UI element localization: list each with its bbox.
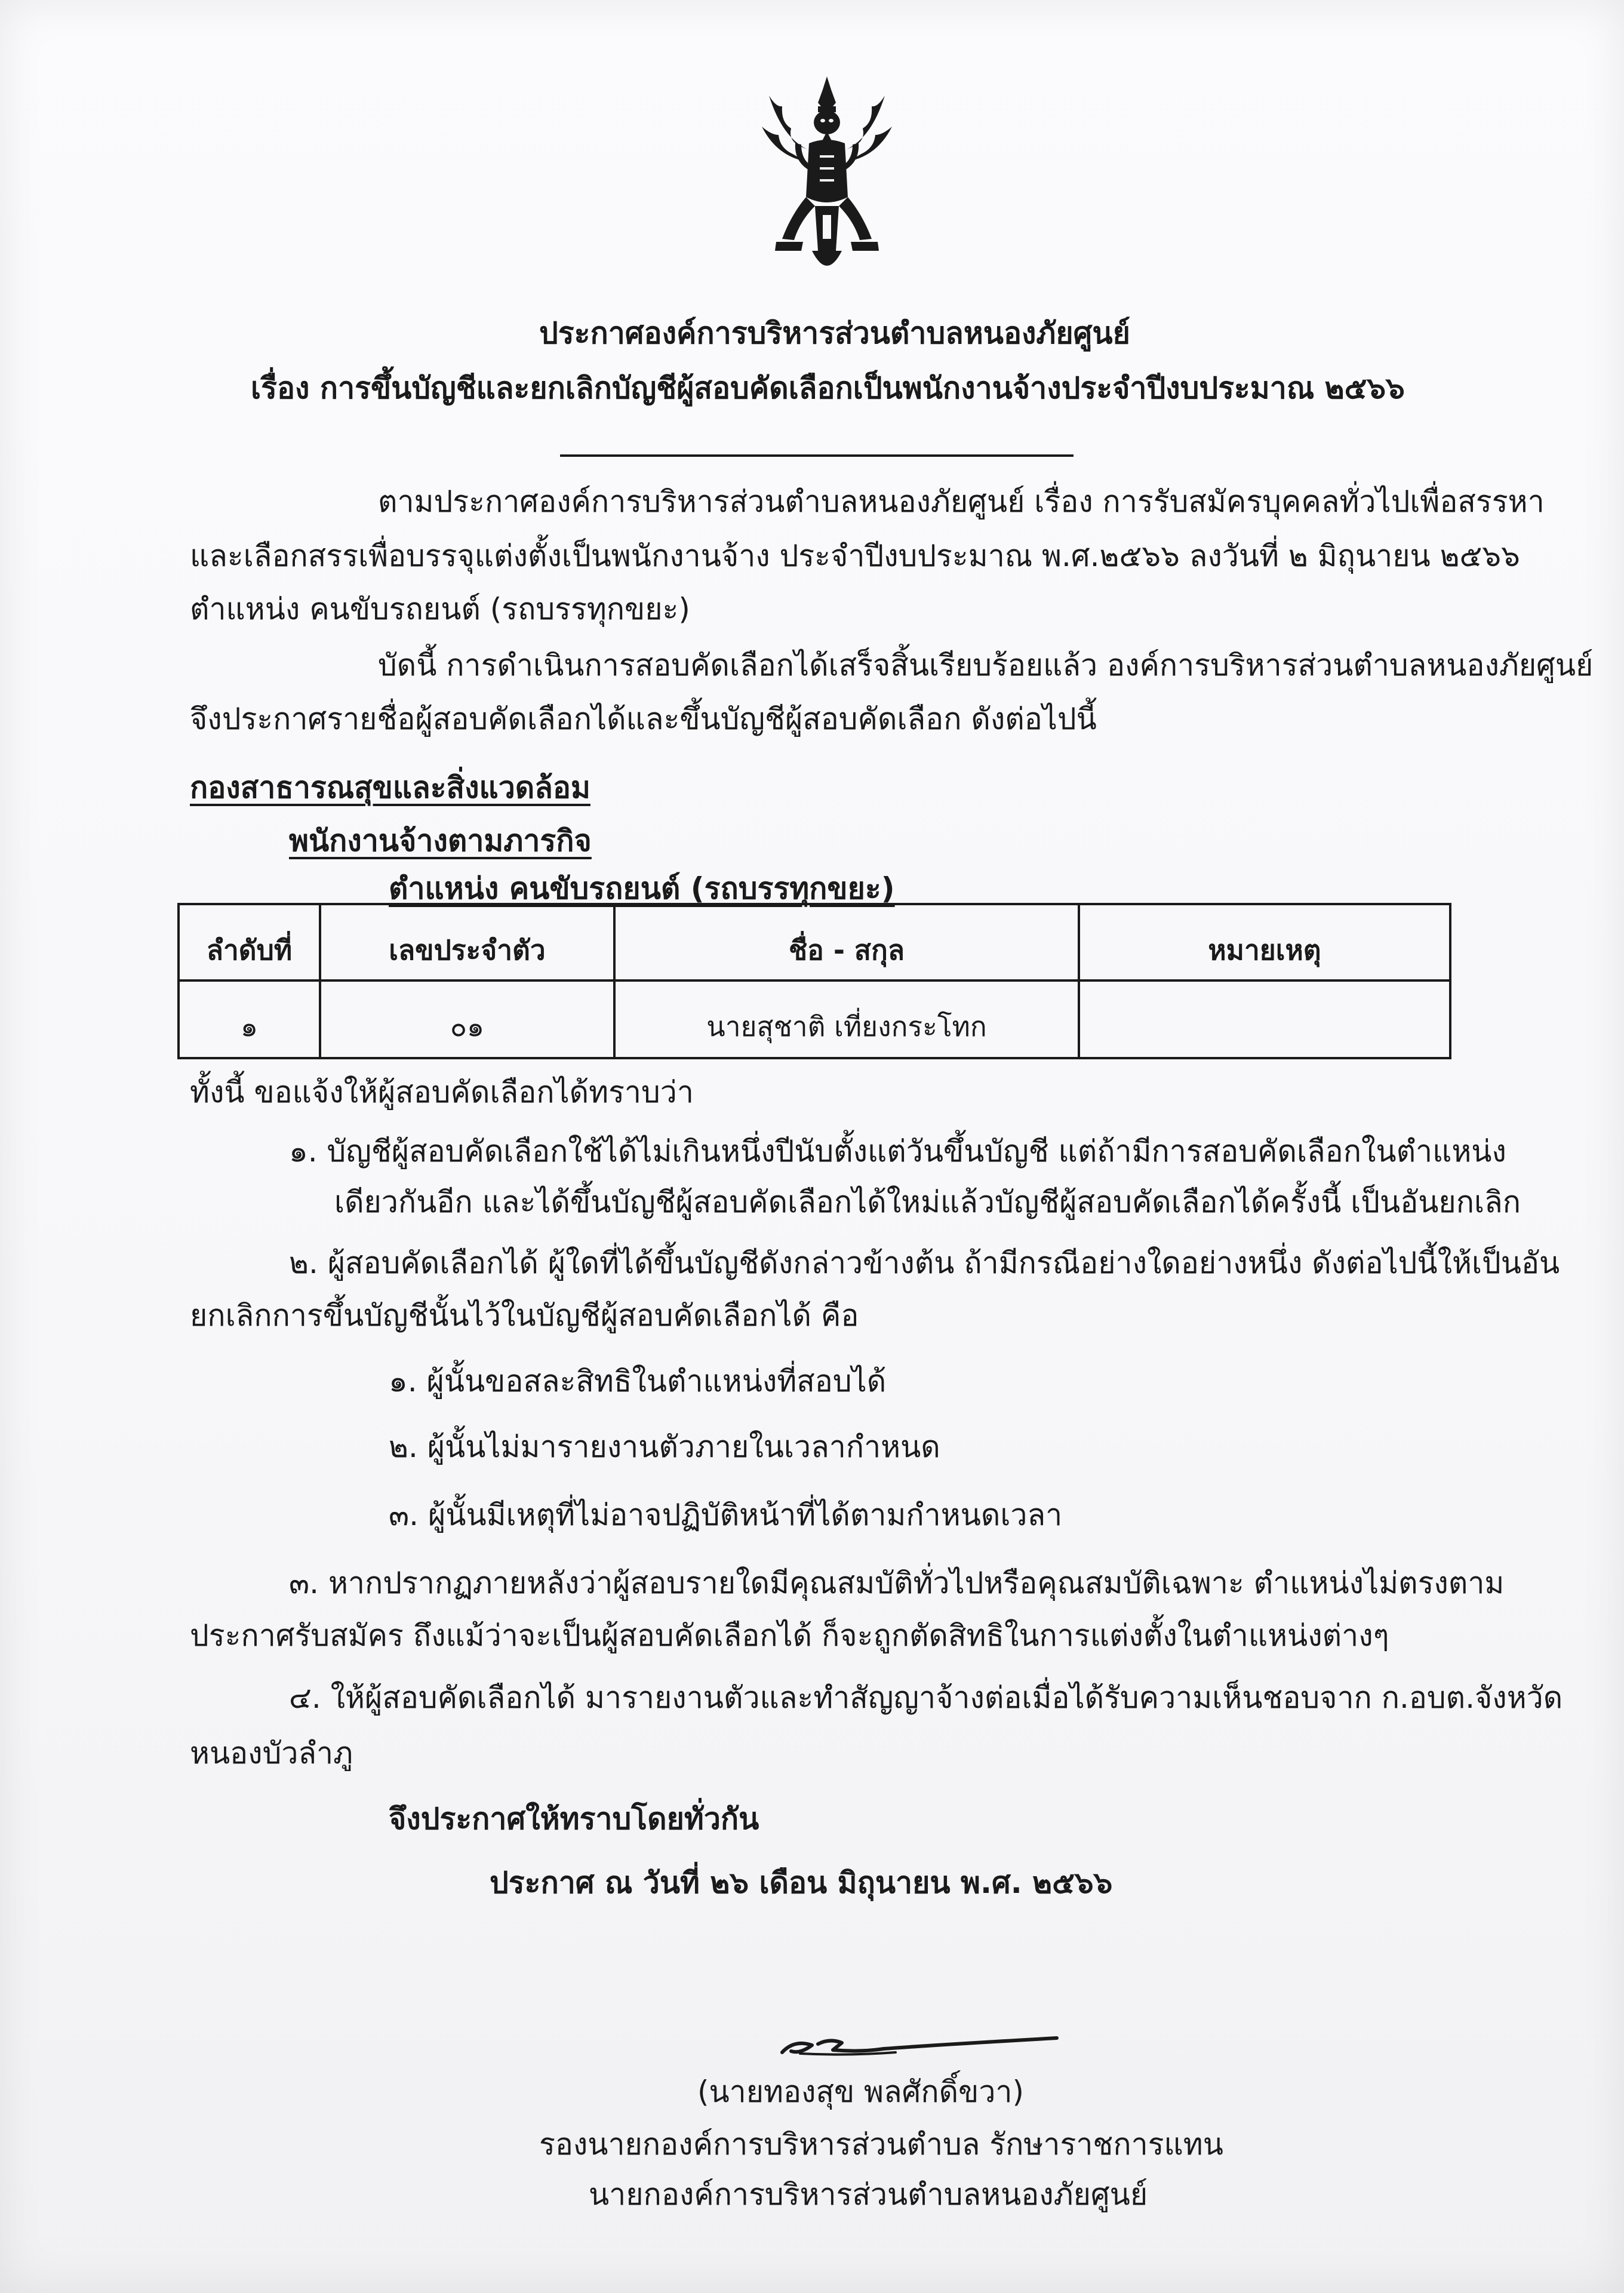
intro-paragraph-line: ตำแหน่ง คนขับรถยนต์ (รถบรรทุกขยะ)	[190, 592, 690, 626]
cell-order: ๑	[179, 980, 320, 1058]
notice-item-line: ๔. ให้ผู้สอบคัดเลือกได้ มารายงานตัวและทำสัญญาจ้างต่อเมื่อได้รับความเห็นชอบจาก ก.อบต.จังหวัด	[289, 1680, 1563, 1715]
signatory-name: (นายทองสุข พลศักดิ์ขวา)	[697, 2074, 1024, 2109]
signatory-title: นายกองค์การบริหารส่วนตำบลหนองภัยศูนย์	[589, 2177, 1148, 2212]
notice-item-line: ๑. บัญชีผู้สอบคัดเลือกใช้ได้ไม่เกินหนึ่งปีนับตั้งแต่วันขึ้นบัญชี แต่ถ้ามีการสอบคัดเลือกในตำแหน่ง	[289, 1134, 1506, 1169]
notice-subitem: ๑. ผู้นั้นขอสละสิทธิในตำแหน่งที่สอบได้	[389, 1364, 887, 1398]
notice-item-line: เดียวกันอีก และได้ขึ้นบัญชีผู้สอบคัดเลือกได้ใหม่แล้วบัญชีผู้สอบคัดเลือกได้ครั้งนี้ เป็นอันยกเลิก	[334, 1185, 1521, 1219]
notice-item-line: ๒. ผู้สอบคัดเลือกได้ ผู้ใดที่ได้ขึ้นบัญชีดังกล่าวข้างต้น ถ้ามีกรณีอย่างใดอย่างหนึ่ง ดังต่อไปนี้ให้เป็นอัน	[289, 1246, 1560, 1280]
closing-announcement: จึงประกาศให้ทราบโดยทั่วกัน	[389, 1802, 759, 1836]
header-divider	[560, 454, 1074, 457]
cell-name: นายสุชาติ เที่ยงกระโทก	[614, 980, 1079, 1058]
notice-item-line: ประกาศรับสมัคร ถึงแม้ว่าจะเป็นผู้สอบคัดเลือกได้ ก็จะถูกตัดสิทธิในการแต่งตั้งในตำแหน่งต่างๆ	[190, 1618, 1389, 1653]
handwritten-signature	[776, 2021, 1063, 2069]
table-header-row	[179, 904, 1450, 980]
notice-subitem: ๒. ผู้นั้นไม่มารายงานตัวภายในเวลากำหนด	[389, 1430, 940, 1464]
cell-id: ๐๑	[320, 980, 614, 1058]
intro-paragraph-line: จึงประกาศรายชื่อผู้สอบคัดเลือกได้และขึ้นบัญชีผู้สอบคัดเลือก ดังต่อไปนี้	[190, 702, 1097, 736]
candidate-table	[177, 903, 1451, 1059]
employee-type-heading: พนักงานจ้างตามภารกิจ	[289, 823, 592, 858]
announcement-date: ประกาศ ณ วันที่ ๒๖ เดือน มิถุนายน พ.ศ. ๒๕๖๖	[490, 1865, 1113, 1900]
notice-item-line: หนองบัวลำภู	[190, 1736, 353, 1771]
notice-subitem: ๓. ผู้นั้นมีเหตุที่ไม่อาจปฏิบัติหน้าที่ได้ตามกำหนดเวลา	[389, 1498, 1063, 1532]
intro-paragraph-line: บัดนี้ การดำเนินการสอบคัดเลือกได้เสร็จสิ้นเรียบร้อยแล้ว องค์การบริหารส่วนตำบลหนองภัยศูนย์	[378, 648, 1594, 683]
signatory-title: รองนายกองค์การบริหารส่วนตำบล รักษาราชการแทน	[539, 2127, 1223, 2162]
notice-item-line: ๓. หากปรากฏภายหลังว่าผู้สอบรายใดมีคุณสมบัติทั่วไปหรือคุณสมบัติเฉพาะ ตำแหน่งไม่ตรงตาม	[289, 1566, 1505, 1600]
column-header-id: เลขประจำตัว	[320, 904, 614, 980]
notice-lead: ทั้งนี้ ขอแจ้งให้ผู้สอบคัดเลือกได้ทราบว่า	[190, 1075, 694, 1109]
table-row	[179, 980, 1450, 1058]
cell-remarks	[1079, 980, 1450, 1058]
division-heading: กองสาธารณสุขและสิ่งแวดล้อม	[190, 770, 590, 805]
column-header-remarks: หมายเหตุ	[1079, 904, 1450, 980]
announcement-title: ประกาศองค์การบริหารส่วนตำบลหนองภัยศูนย์	[539, 316, 1130, 351]
position-heading: ตำแหน่ง คนขับรถยนต์ (รถบรรทุกขยะ)	[389, 871, 895, 906]
column-header-order: ลำดับที่	[179, 904, 320, 980]
column-header-name: ชื่อ - สกุล	[614, 904, 1079, 980]
announcement-subject: เรื่อง การขึ้นบัญชีและยกเลิกบัญชีผู้สอบคัดเลือกเป็นพนักงานจ้างประจำปีงบประมาณ ๒๕๖๖	[251, 371, 1405, 405]
intro-paragraph-line: และเลือกสรรเพื่อบรรจุแต่งตั้งเป็นพนักงานจ้าง ประจำปีงบประมาณ พ.ศ.๒๕๖๖ ลงวันที่ ๒ มิถุนายน ๒๕๖๖	[190, 539, 1520, 573]
intro-paragraph-line: ตามประกาศองค์การบริหารส่วนตำบลหนองภัยศูนย์ เรื่อง การรับสมัครบุคคลทั่วไปเพื่อสรรหา	[378, 484, 1545, 519]
notice-item-line: ยกเลิกการขึ้นบัญชีนั้นไว้ในบัญชีผู้สอบคัดเลือกได้ คือ	[190, 1298, 859, 1333]
garuda-emblem-icon	[758, 72, 896, 287]
